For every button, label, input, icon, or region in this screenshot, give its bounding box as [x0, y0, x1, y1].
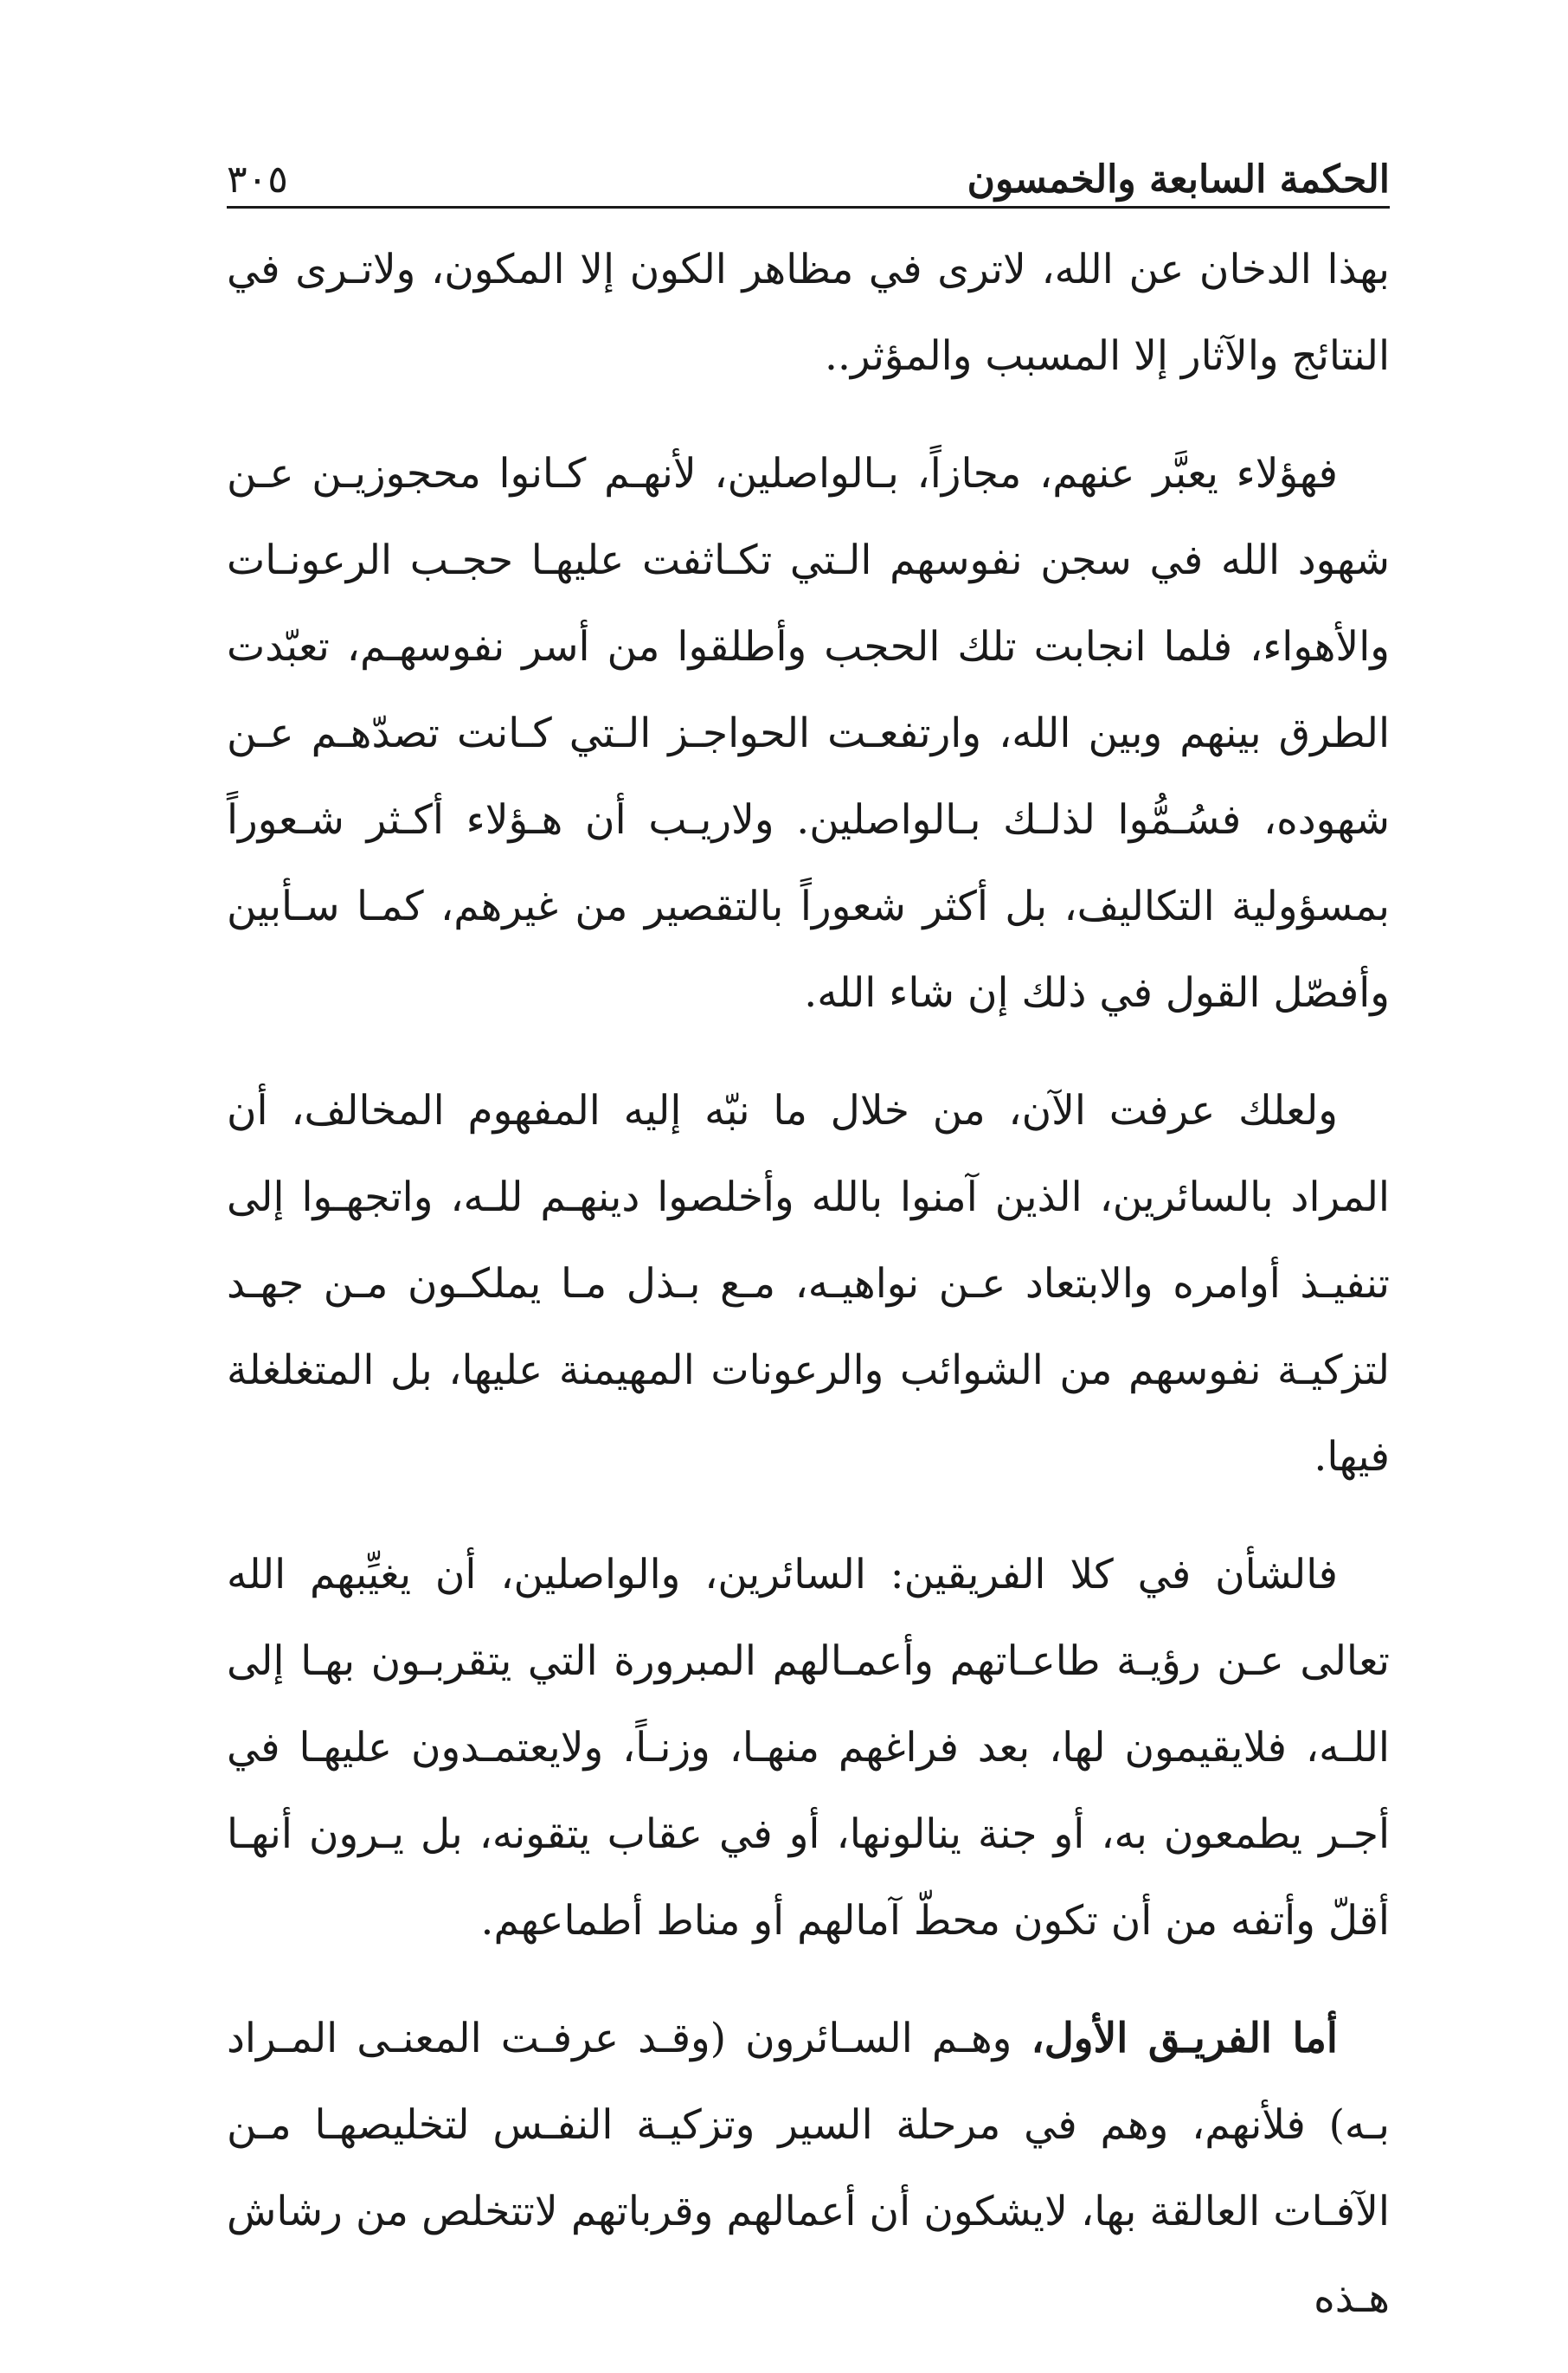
paragraph-1-text: بهذا الدخان عن الله، لاترى في مظاهر الكون إلا المكون، ولاتـرى في النتائج والآثار إلا المسبب والمؤثر.. — [227, 246, 1390, 380]
page-header — [227, 130, 1390, 202]
header-rule — [227, 206, 1390, 209]
running-title: الحكمة السابعة والخمسون — [967, 158, 1390, 202]
paragraph-4 — [227, 1532, 1390, 1965]
paragraph-3 — [227, 1068, 1390, 1501]
paragraph-2-text: فهؤلاء يعبَّر عنهم، مجازاً، بـالواصلين، لأنهـم كـانوا محجوزيـن عـن شهود الله في سجن نفوسهم الـتي تكـاثفت عليهـا حجـب الرعونـات والأهواء، فلما انجابت تلك الحجب وأطلقوا من أسر نفوسهـم، تعبّدت الطرق بينهم وبين الله، وارتفعـت الحواجـز الـتي كـانت تصدّهـم عـن شهوده، فسُـمُّوا لذلـك بـالواصلين. ولاريـب أن هـؤلاء أكـثر شـعوراً بمسؤولية التكاليف، بل أكثر شعوراً بالتقصير من غيرهم، كمـا سـأبين وأفصّل القول في ذلك إن شاء الله. — [227, 450, 1390, 1017]
paragraph-4-text: فالشأن في كلا الفريقين: السائرين، والواصلين، أن يغيِّبهم الله تعالى عـن رؤيـة طاعـاتهم وأعمـالهم المبرورة التي يتقربـون بهـا إلى اللـه، فلايقيمون لها، بعد فراغهم منهـا، وزنـاً، ولايعتمـدون عليهـا في أجـر يطمعون به، أو جنة ينالونها، أو في عقاب يتقونه، بل يـرون أنهـا أقلّ وأتفه من أن تكون محطّ آمالهم أو مناط أطماعهم. — [227, 1551, 1390, 1945]
page-number: ٣٠٥ — [227, 158, 288, 202]
paragraph-5-text: وهـم السـائرون (وقـد عرفـت المعنـى المـراد بـه) فلأنهم، وهم في مرحلة السير وتزكيـة النفـس لتخليصهـا مـن الآفـات العالقة بها، لايشكون أن أعمالهم وقرباتهم لاتتخلص من رشاش هـذه — [227, 2015, 1390, 2322]
body-text — [227, 227, 1390, 2373]
paragraph-2 — [227, 431, 1390, 1037]
paragraph-3-text: ولعلك عرفت الآن، من خلال ما نبّه إليه المفهوم المخالف، أن المراد بالسائرين، الذين آمنوا بالله وأخلصوا دينهـم للـه، واتجهـوا إلى تنفيـذ أوامره والابتعاد عـن نواهيـه، مـع بـذل مـا يملكـون مـن جهـد لتزكيـة نفوسهم من الشوائب والرعونات المهيمنة عليها، بل المتغلغلة فيها. — [227, 1087, 1390, 1481]
paragraph-5 — [227, 1996, 1390, 2342]
paragraph-1 — [227, 227, 1390, 400]
paragraph-5-lead: أما الفريـق الأول، — [1031, 2015, 1338, 2062]
